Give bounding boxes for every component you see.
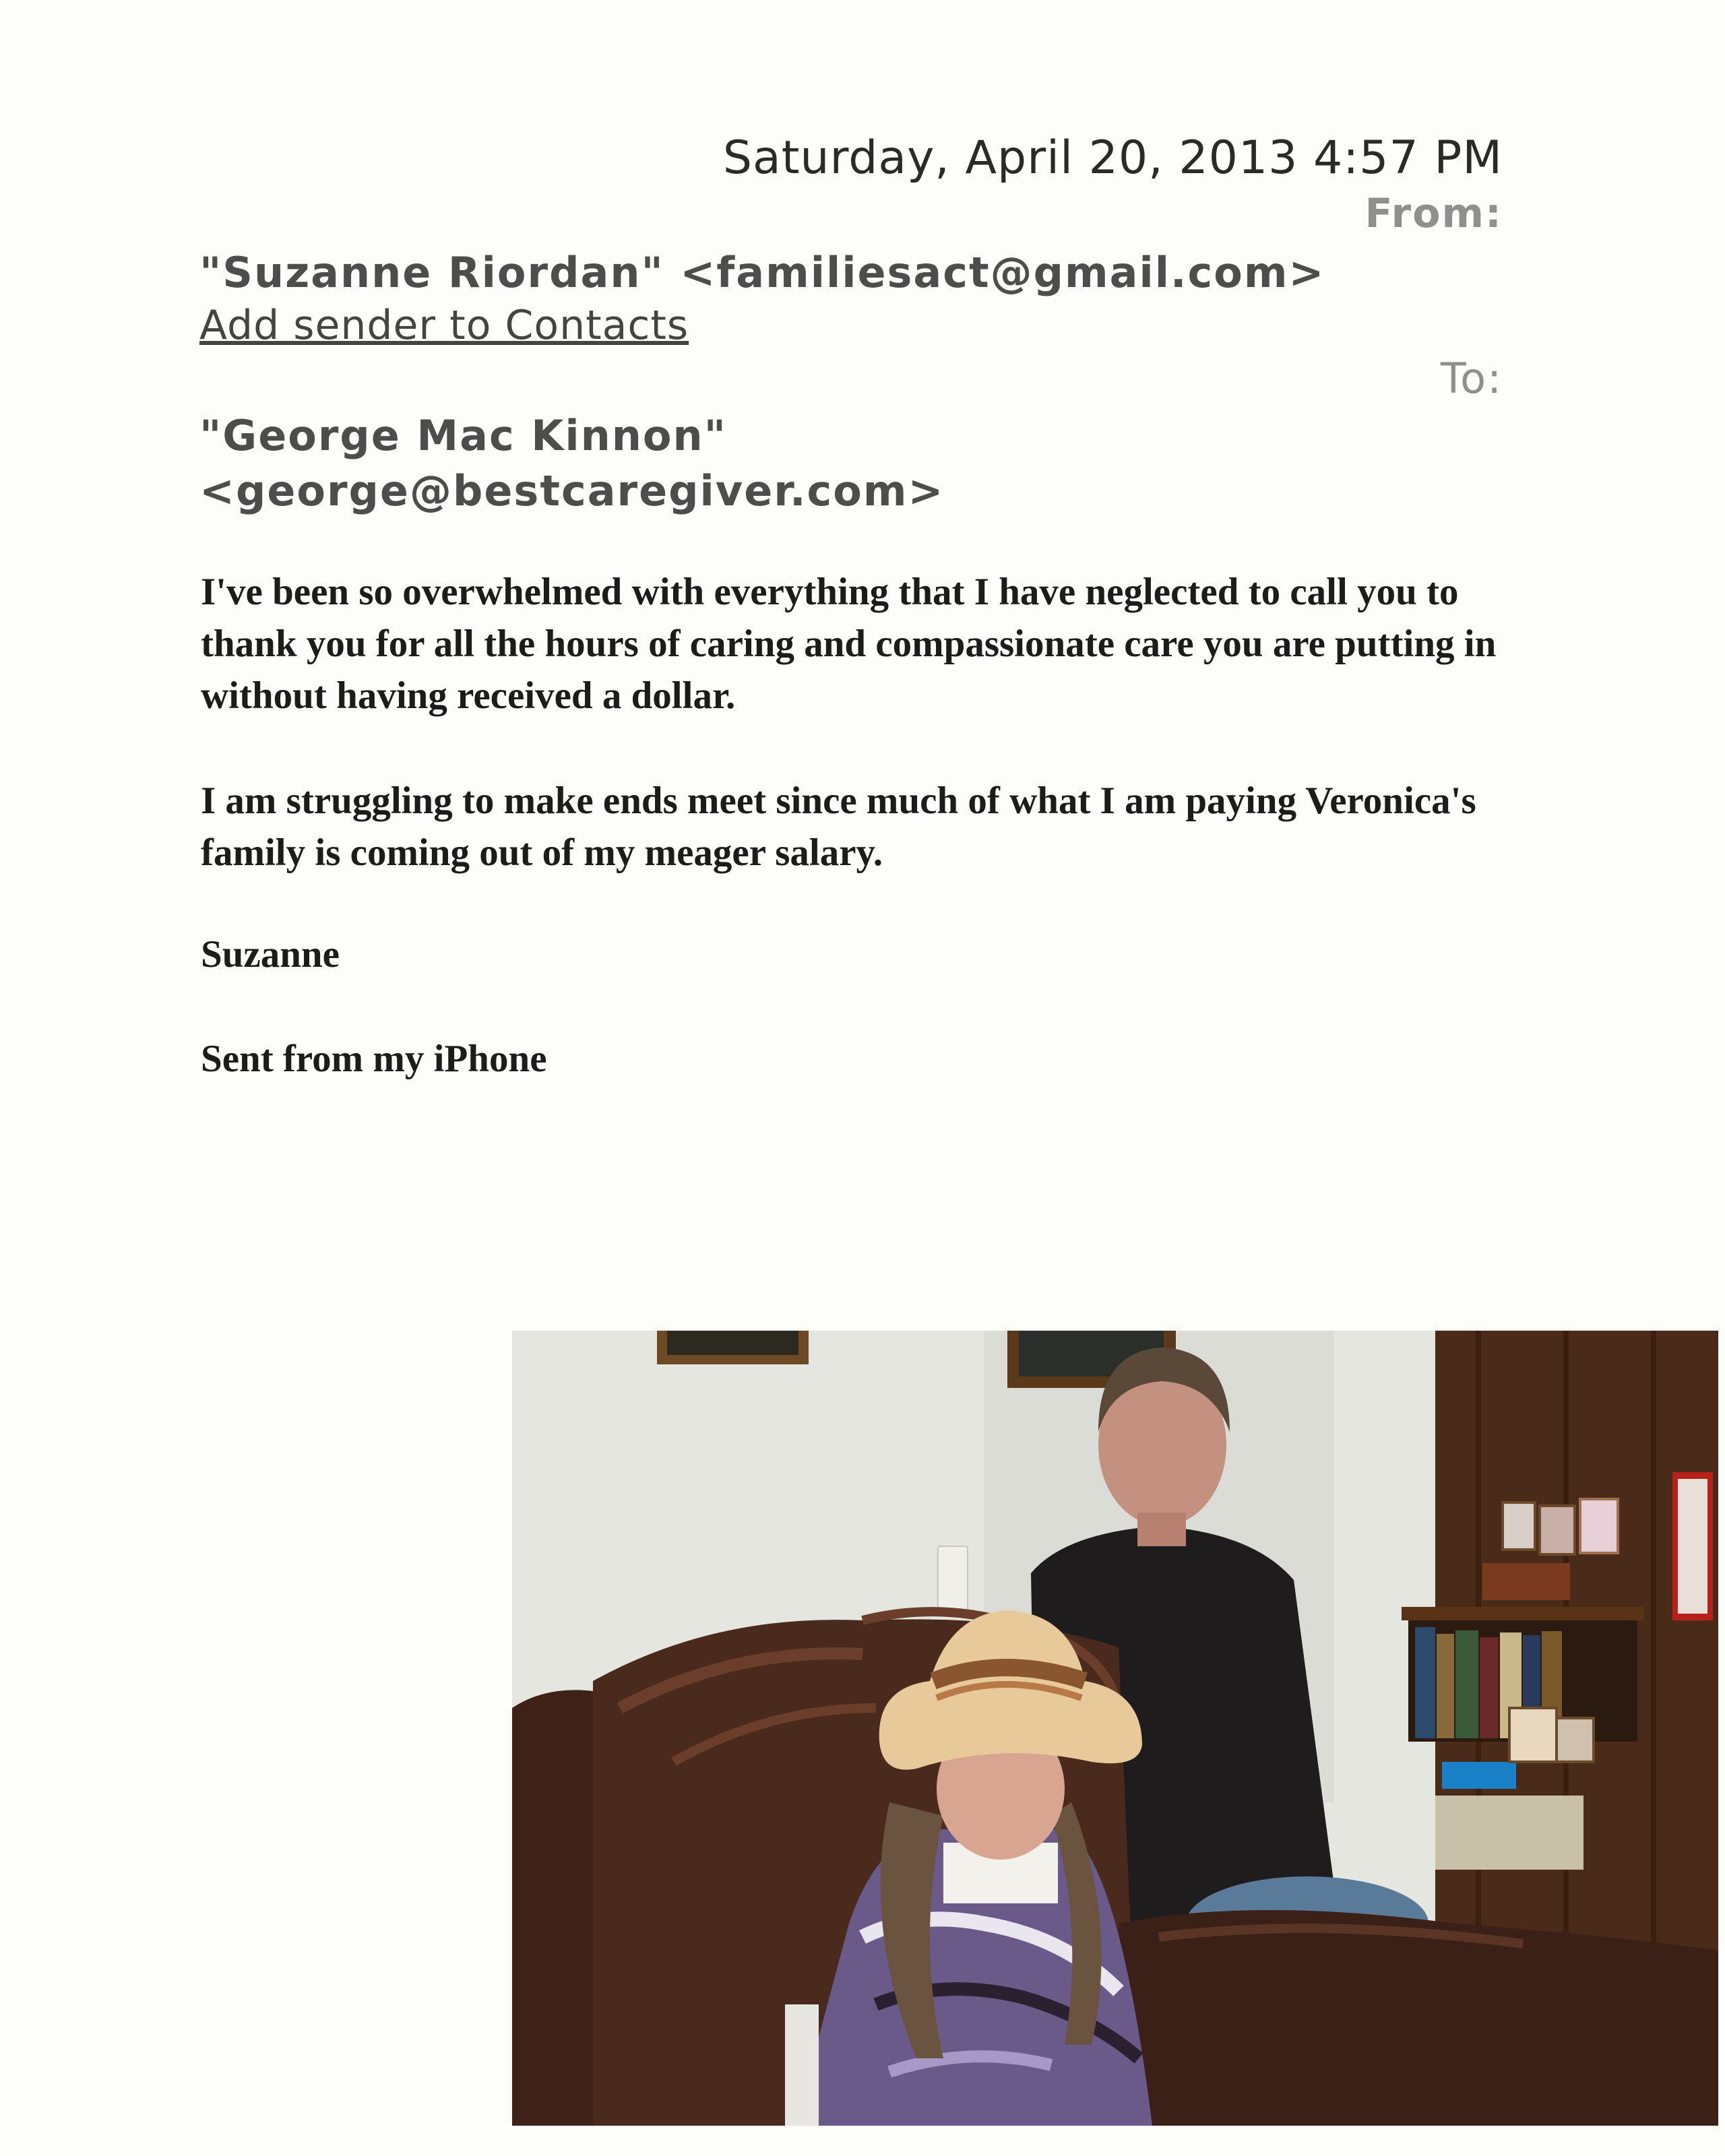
body-paragraph-thanks: I've been so overwhelmed with everything that I have neglected to call you to thank you for all the hours of caring and compassionate care you are putting in without having received a dollar. [201,571,1497,717]
sent-date: Saturday, April 20, 2013 4:57 PM [722,131,1503,185]
recipient-name: "George Mac Kinnon" [199,411,727,460]
sent-from-footer: Sent from my iPhone [201,1038,547,1080]
add-sender-to-contacts-link[interactable]: Add sender to Contacts [199,302,689,349]
signature-name: Suzanne [201,933,340,976]
attached-photo [512,1331,1718,2126]
body-paragraph-struggling: I am struggling to make ends meet since much of what I am paying Veronica's family is coming out of my meager salary. [201,780,1476,874]
to-label: To: [1440,354,1503,403]
photo-illustration [512,1331,1718,2126]
sender-address: "Suzanne Riordan" <familiesact@gmail.com> [199,248,1325,297]
recipient-email: <george@bestcaregiver.com> [199,466,945,515]
from-label: From: [1365,190,1503,237]
